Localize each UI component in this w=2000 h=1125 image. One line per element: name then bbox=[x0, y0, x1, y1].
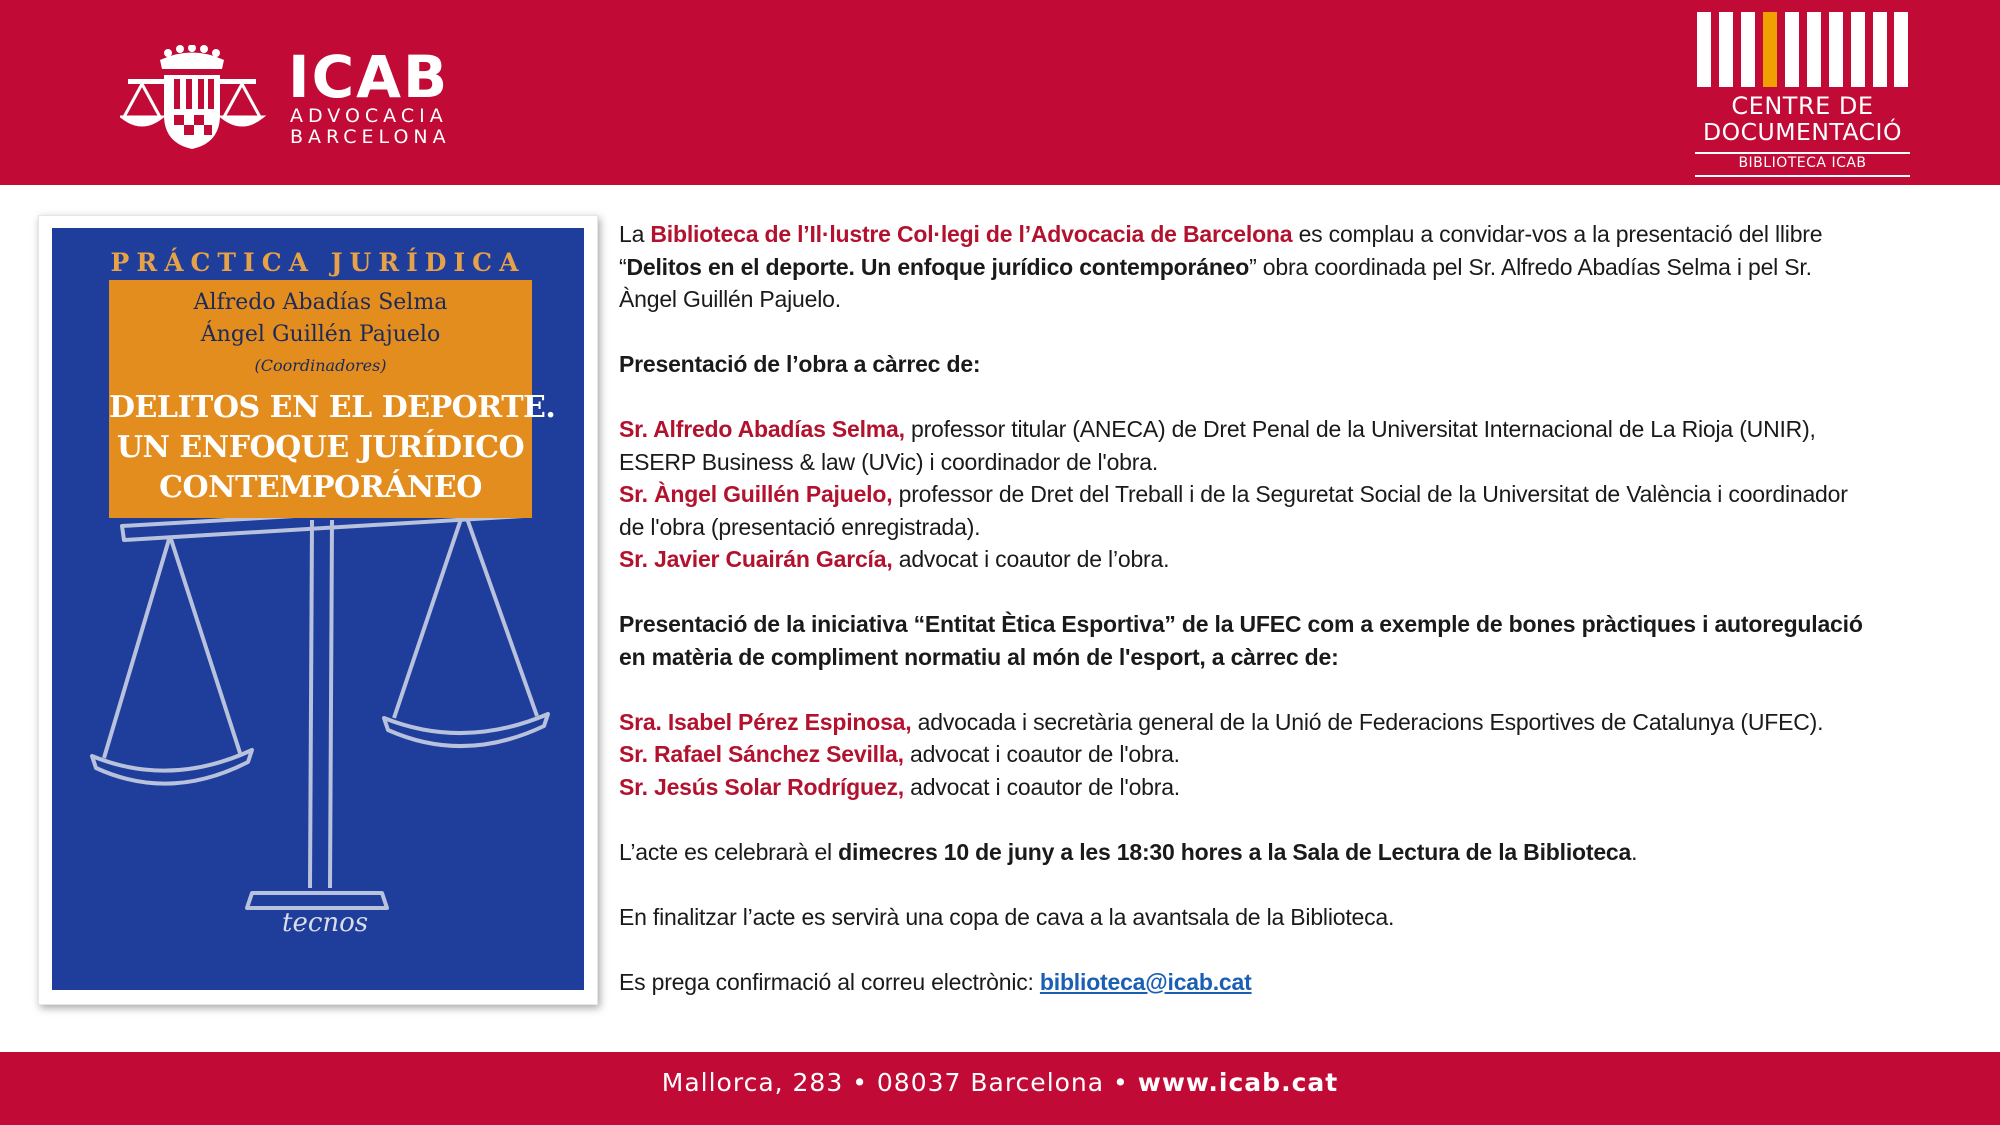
speaker-description: advocada i secretària general de la Unió de Federacions Esportives de Catalunya (UFEC). bbox=[911, 708, 1824, 735]
centre-line1: CENTRE DE bbox=[1731, 92, 1874, 120]
footer-website-link[interactable]: www.icab.cat bbox=[1137, 1068, 1339, 1097]
intro-text: es complau a convidar-vos a la presentació del llibre “ bbox=[619, 221, 1823, 280]
book-title-line2: UN ENFOQUE JURÍDICO bbox=[116, 430, 525, 465]
event-date-place: dimecres 10 de juny a les 18:30 hores a la Sala de Lectura de la Biblioteca bbox=[838, 838, 1632, 865]
intro-text: ” obra coordinada pel Sr. Alfredo Abadías Selma i pel Sr. Àngel Guillén Pajuelo. bbox=[619, 253, 1812, 312]
speaker-name: Sra. Isabel Pérez Espinosa, bbox=[619, 708, 912, 735]
footer-banner bbox=[0, 1052, 2000, 1125]
centre-bars-icon bbox=[1695, 12, 1910, 87]
speaker-description: advocat i coautor de l'obra. bbox=[903, 741, 1180, 767]
rsvp-email-link[interactable]: biblioteca@icab.cat bbox=[1039, 968, 1252, 995]
speaker-entry bbox=[619, 413, 1869, 478]
speaker-name: Sr. Àngel Guillén Pajuelo, bbox=[619, 481, 893, 507]
speaker-name: Sr. Jesús Solar Rodríguez, bbox=[619, 773, 904, 800]
footer-address bbox=[0, 1052, 2000, 1125]
speaker-description: advocat i coautor de l'obra. bbox=[903, 773, 1180, 800]
book-author-1: Alfredo Abadías Selma bbox=[193, 290, 448, 315]
speaker-entry bbox=[619, 738, 1869, 771]
event-details bbox=[619, 836, 1869, 869]
footer-address-text: Mallorca, 283 • 08037 Barcelona • bbox=[661, 1068, 1138, 1097]
icab-logo-sub1: ADVOCACIA bbox=[290, 105, 448, 127]
centre-divider bbox=[1695, 152, 1910, 154]
speaker-name: Sr. Javier Cuairán García, bbox=[619, 546, 893, 572]
icab-logo-sub2: BARCELONA bbox=[290, 126, 451, 148]
centre-line2: DOCUMENTACIÓ bbox=[1703, 118, 1902, 146]
book-author-role: (Coordinadores) bbox=[254, 356, 387, 375]
speaker-entry bbox=[619, 771, 1869, 804]
book-title-band bbox=[109, 280, 556, 518]
invitation-text bbox=[619, 218, 1869, 998]
speaker-description: advocat i coautor de l’obra. bbox=[892, 546, 1170, 572]
header-banner bbox=[0, 0, 2000, 185]
section1-heading: Presentació de l’obra a càrrec de: bbox=[619, 351, 981, 377]
centre-line3: BIBLIOTECA ICAB bbox=[1738, 155, 1867, 171]
section2-heading: Presentació de la iniciativa “Entitat Ètica Esportiva” de la UFEC com a exemple de bones pràctiques i autoregulació en matèria de compliment normatiu al món de l'esport, a càrrec de: bbox=[619, 611, 1863, 670]
intro-paragraph bbox=[619, 218, 1869, 316]
event-text: L’acte es celebrarà el bbox=[619, 838, 839, 865]
reception-note: En finalitzar l’acte es servirà una copa de cava a la avantsala de la Biblioteca. bbox=[619, 903, 1395, 930]
book-cover bbox=[52, 228, 584, 990]
speaker-description: professor titular (ANECA) de Dret Penal de la Universitat Internacional de La Rioja (UNIR), ESERP Business & law (UVic) i coordinador de l'obra. bbox=[619, 416, 1816, 475]
icab-logo-word: ICAB bbox=[288, 43, 450, 111]
centre-divider bbox=[1695, 175, 1910, 177]
book-series-label: PRÁCTICA JURÍDICA bbox=[110, 248, 526, 277]
intro-text: La bbox=[619, 221, 651, 247]
organization-name: Biblioteca de l’Il·lustre Col·legi de l’Advocacia de Barcelona bbox=[650, 221, 1293, 247]
speaker-entry bbox=[619, 706, 1869, 739]
speaker-name: Sr. Rafael Sánchez Sevilla, bbox=[619, 741, 904, 767]
book-title-line1: DELITOS EN EL DEPORTE. bbox=[109, 390, 556, 425]
speaker-name: Sr. Alfredo Abadías Selma, bbox=[619, 416, 905, 442]
speaker-description: professor de Dret del Treball i de la Seguretat Social de la Universitat de València i coordinador de l'obra (presentació enregistrada). bbox=[619, 481, 1848, 540]
book-title-line3: CONTEMPORÁNEO bbox=[159, 470, 482, 505]
book-author-2: Ángel Guillén Pajuelo bbox=[200, 322, 441, 347]
centre-documentacio-logo bbox=[1695, 12, 1910, 177]
book-publisher-logo: tecnos bbox=[282, 908, 369, 938]
book-title-text: Delitos en el deporte. Un enfoque jurídico contemporáneo bbox=[626, 253, 1250, 280]
speaker-entry bbox=[619, 543, 1869, 576]
rsvp-line bbox=[619, 966, 1869, 999]
event-text: . bbox=[1631, 838, 1638, 865]
speaker-entry bbox=[619, 478, 1869, 543]
rsvp-text: Es prega confirmació al correu electrònic: bbox=[619, 968, 1040, 995]
